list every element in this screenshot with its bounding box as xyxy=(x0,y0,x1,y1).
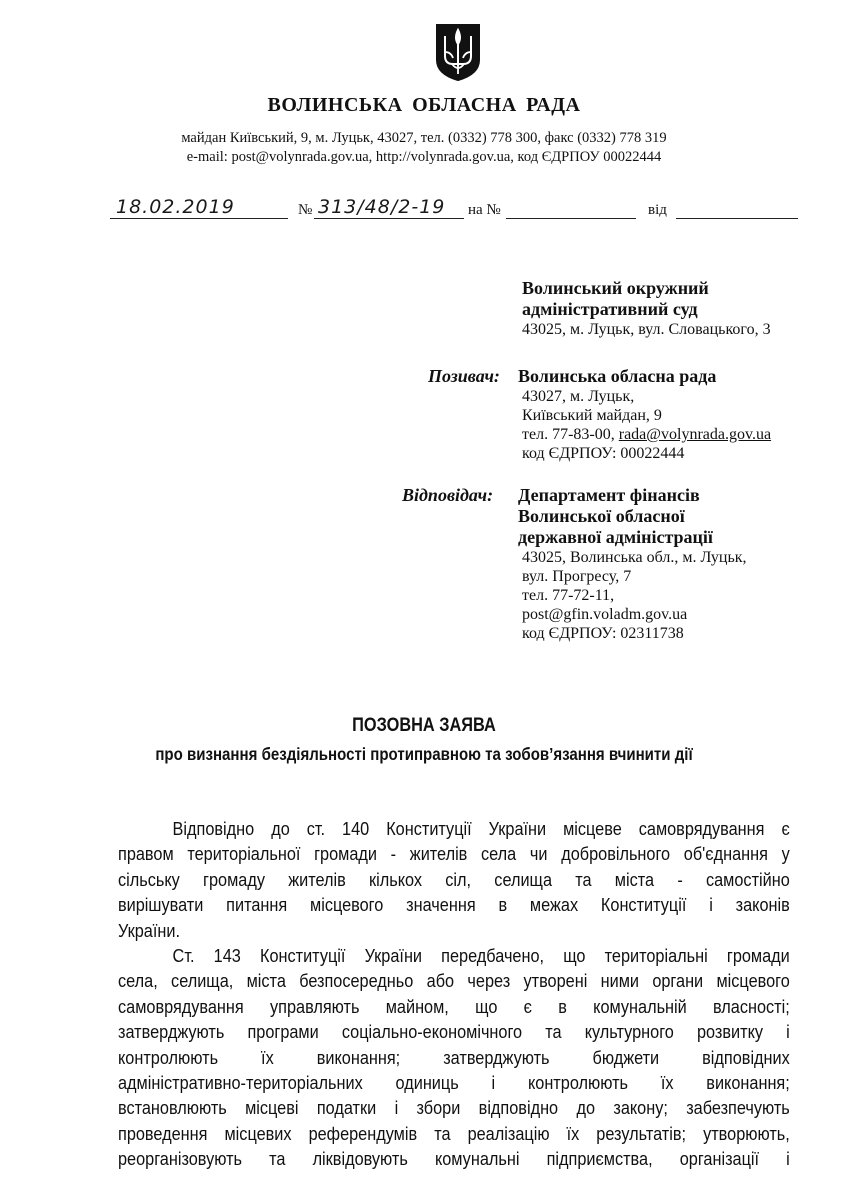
plaintiff-label: Позивач: xyxy=(428,366,500,386)
court-name-line-2: адміністративний суд xyxy=(522,299,698,319)
court-name-line-1: Волинський окружний xyxy=(522,278,709,298)
defendant-label: Відповідач: xyxy=(402,485,494,505)
plaintiff-code: код ЄДРПОУ: 00022444 xyxy=(522,445,685,462)
defendant-email: post@gfin.voladm.gov.ua xyxy=(522,606,688,623)
defendant-block xyxy=(518,485,747,643)
text-line: вирішувати питання місцевого значення в межах Конституції і законів xyxy=(118,894,790,916)
paragraph-2 xyxy=(118,943,790,1172)
outgoing-date: 18.02.2019 xyxy=(116,196,235,218)
text-line: сільську громаду жителів кількох сіл, селища та міста - самостійно xyxy=(118,868,790,890)
trident-coat-of-arms-icon xyxy=(433,22,483,82)
reply-to-label: на № xyxy=(468,202,501,218)
court-address: 43025, м. Луцьк, вул. Словацького, 3 xyxy=(522,321,771,338)
text-line: проведення місцевих референдумів та реалізацію їх результатів; утворюють, xyxy=(118,1122,790,1144)
organization-name: ВОЛИНСЬКА ОБЛАСНА РАДА xyxy=(267,94,581,116)
date-field xyxy=(110,196,288,219)
plaintiff-phone-line xyxy=(518,425,771,444)
organization-contacts: e-mail: post@volynrada.gov.ua, http://volynrada.gov.ua, код ЄДРПОУ 00022444 xyxy=(186,149,662,165)
defendant-name-line: державної адміністрації xyxy=(518,527,713,547)
plaintiff-address-line: 43027, м. Луцьк, xyxy=(522,388,635,405)
text-line: затверджують програми соціально-економічного та культурного розвитку і xyxy=(118,1021,790,1043)
plaintiff-block xyxy=(518,366,771,463)
text-line: адміністративно-територіальних одиниць і контролюють їх виконання; xyxy=(118,1072,790,1094)
text-line: села, селища, міста безпосередньо або через утворені ними органи місцевого xyxy=(118,970,790,992)
defendant-address-line: 43025, Волинська обл., м. Луцьк, xyxy=(522,549,747,566)
defendant-address-line: вул. Прогресу, 7 xyxy=(522,568,632,585)
addressee-block xyxy=(522,278,771,339)
text-line: Відповідно до ст. 140 Конституції України місцеве самоврядування є xyxy=(172,818,790,839)
defendant-name-line: Волинської обласної xyxy=(518,506,685,526)
text-line: самоврядування управляють майном, що є в комунальній власності; xyxy=(118,995,790,1017)
from-date-field xyxy=(676,196,798,219)
plaintiff-address-line: Київський майдан, 9 xyxy=(522,407,662,424)
text-line: контролюють їх виконання; затверджують бюджети відповідних xyxy=(118,1046,790,1068)
number-label: № xyxy=(298,202,313,218)
text-line: реорганізовують та ліквідовують комунальні підприємства, організації і xyxy=(118,1148,790,1170)
document-title: ПОЗОВНА ЗАЯВА xyxy=(352,715,496,736)
number-field xyxy=(314,196,464,219)
defendant-name-line: Департамент фінансів xyxy=(518,485,700,505)
text-line: України. xyxy=(118,919,180,941)
text-line: встановлюють місцеві податки і збори відповідно до закону; забезпечують xyxy=(118,1097,790,1119)
document-body xyxy=(118,816,790,1172)
document-subtitle: про визнання бездіяльності протиправною та зобов’язання вчинити дії xyxy=(155,744,693,764)
outgoing-number: 313/48/2-19 xyxy=(318,196,446,218)
defendant-phone: тел. 77-72-11, xyxy=(522,587,615,604)
reference-line xyxy=(110,196,810,226)
plaintiff-name: Волинська обласна рада xyxy=(518,366,717,386)
plaintiff-phone: тел. 77-83-00, xyxy=(522,426,619,443)
from-label: від xyxy=(648,202,667,218)
text-line: Ст. 143 Конституції України передбачено, що територіальні громади xyxy=(172,945,790,967)
defendant-code: код ЄДРПОУ: 02311738 xyxy=(522,625,684,642)
organization-address: майдан Київський, 9, м. Луцьк, 43027, тел. (0332) 778 300, факс (0332) 778 319 xyxy=(181,130,667,146)
plaintiff-email-link[interactable]: rada@volynrada.gov.ua xyxy=(618,426,772,443)
text-line: правом територіальної громади - жителів села чи добровільного об'єднання у xyxy=(118,843,790,865)
reply-to-number-field xyxy=(506,196,636,219)
paragraph-1 xyxy=(118,816,790,943)
